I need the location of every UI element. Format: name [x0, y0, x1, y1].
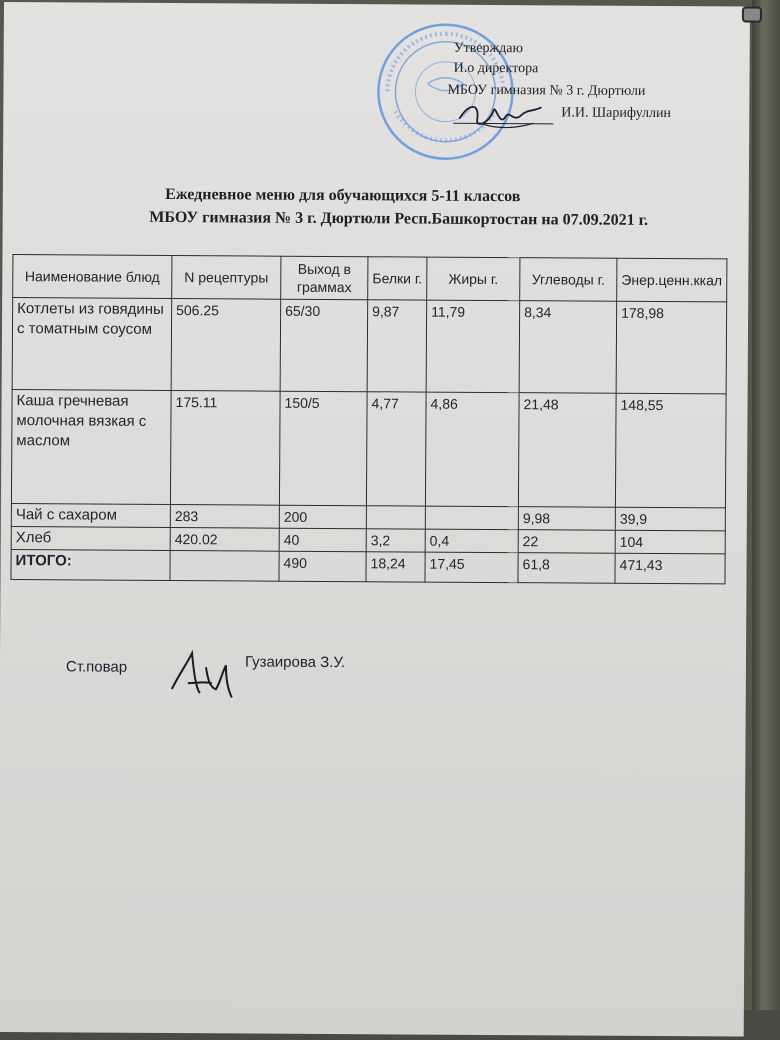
table-header-row [13, 255, 727, 302]
total-protein: 18,24 [366, 552, 425, 582]
cell-fat: 4,86 [425, 392, 519, 507]
header-fat: Жиры г. [427, 257, 520, 301]
cell-energy: 39,9 [615, 507, 725, 531]
cell-fat [425, 506, 518, 530]
cell-carbs: 21,48 [518, 393, 616, 508]
cell-dish: Чай с сахаром [11, 504, 170, 528]
total-output: 490 [279, 551, 366, 582]
cell-recipe: 175.11 [170, 391, 280, 506]
total-carbs: 61,8 [518, 553, 615, 584]
approval-line-4: И.И. Шарифуллин [561, 105, 672, 122]
table-row [12, 298, 726, 394]
clip-icon [742, 7, 762, 23]
table-row [11, 390, 725, 508]
cell-protein: 4,77 [366, 392, 426, 506]
cell-dish: Котлеты из говядины с томатным соусом [12, 298, 172, 391]
cell-recipe: 283 [170, 505, 279, 529]
document-title-line-1: Ежедневное меню для обучающихся 5-11 классов [165, 185, 521, 206]
background-edge [752, 0, 780, 1040]
cook-name: Гузаирова З.У. [244, 653, 346, 672]
cell-energy: 148,55 [615, 393, 725, 508]
cell-protein: 3,2 [366, 529, 425, 552]
header-output: Выход в граммах [281, 256, 368, 300]
cell-output: 150/5 [279, 391, 367, 506]
approval-line-2: И.о директора [453, 60, 539, 77]
cell-dish: Каша гречневая молочная вязкая с маслом [11, 390, 171, 505]
cell-carbs: 8,34 [519, 301, 617, 394]
menu-document [0, 2, 750, 1037]
cell-output: 65/30 [280, 299, 368, 392]
cell-recipe: 506.25 [171, 299, 281, 392]
cell-dish: Хлеб [11, 527, 170, 551]
cell-carbs: 22 [518, 530, 615, 554]
cell-fat: 0,4 [425, 529, 518, 553]
total-fat: 17,45 [425, 552, 518, 583]
cell-fat: 11,79 [426, 300, 520, 393]
header-dish: Наименование блюд [13, 255, 172, 299]
cell-energy: 104 [615, 530, 725, 554]
header-protein: Белки г. [368, 257, 427, 300]
cook-signature [166, 643, 240, 703]
cell-carbs: 9,98 [518, 507, 615, 531]
cell-recipe: 420.02 [170, 528, 279, 552]
header-carbs: Углеводы г. [520, 258, 617, 302]
total-label: ИТОГО: [11, 550, 170, 581]
cell-protein: 9,87 [367, 300, 427, 392]
approval-line-1: Утверждаю [453, 40, 524, 57]
cell-protein [366, 506, 425, 529]
cook-label: Ст.повар [65, 658, 128, 676]
cell-output: 40 [279, 528, 366, 552]
menu-table [10, 254, 727, 584]
total-row [11, 550, 725, 584]
director-signature [455, 93, 545, 134]
approval-line-3: МБОУ гимназия № 3 г. Дюртюли [447, 82, 646, 99]
cell-output: 200 [279, 505, 366, 529]
cell-energy: 178,98 [616, 301, 726, 394]
document-title-line-2: МБОУ гимназия № 3 г. Дюртюли Респ.Башкортостан на 07.09.2021 г. [149, 208, 649, 229]
header-energy: Энер.ценн.ккал [617, 258, 727, 302]
total-recipe [170, 551, 279, 582]
total-energy: 471,43 [615, 553, 725, 584]
header-recipe: N рецептуры [172, 256, 281, 300]
